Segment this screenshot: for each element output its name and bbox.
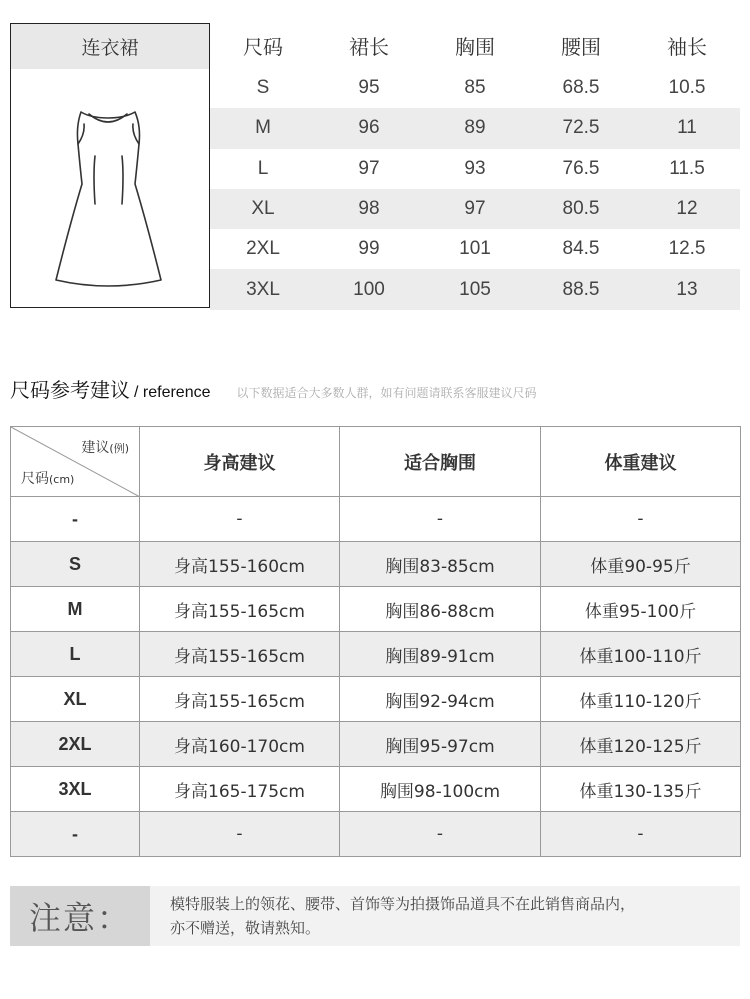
table-row	[11, 497, 741, 542]
header-size: 尺码	[243, 35, 283, 59]
cell: 105	[459, 278, 491, 300]
reference-subtitle: / reference	[134, 384, 211, 401]
table-row	[11, 722, 741, 767]
cell: 2XL	[11, 722, 140, 767]
notice-label: 注意：	[10, 886, 150, 946]
cell: -	[11, 812, 140, 857]
cell: -	[340, 812, 541, 857]
cell: 96	[358, 117, 380, 139]
header-sleeve: 袖长	[667, 35, 707, 59]
cell: 体重120-125斤	[541, 722, 741, 767]
cell: 11	[677, 117, 697, 139]
dress-illustration-panel	[10, 23, 210, 308]
cell: 3XL	[246, 278, 280, 300]
cell: 101	[459, 238, 491, 260]
cell: M	[255, 117, 271, 139]
table-row	[11, 632, 741, 677]
notice-line-1: 模特服装上的领花、腰带、首饰等为拍摄饰品道具不在此销售商品内，	[170, 895, 636, 913]
header-height: 身高建议	[140, 427, 340, 497]
size-table-header	[210, 23, 740, 68]
corner-cell	[11, 427, 140, 497]
table-row	[11, 587, 741, 632]
table-row	[11, 542, 741, 587]
cell: 身高155-165cm	[140, 632, 340, 677]
cell: 体重100-110斤	[541, 632, 741, 677]
cell: 76.5	[562, 157, 600, 179]
cell: L	[11, 632, 140, 677]
table-row	[11, 812, 741, 857]
cell: 98	[358, 198, 380, 220]
cell: 99	[358, 238, 380, 260]
table-row	[210, 68, 740, 108]
cell: S	[256, 77, 270, 99]
cell: 3XL	[11, 767, 140, 812]
cell: L	[257, 157, 269, 179]
size-table	[210, 23, 740, 310]
cell: 13	[676, 278, 698, 300]
cell: 体重90-95斤	[541, 542, 741, 587]
cell: 12	[676, 198, 698, 220]
cell: 胸围95-97cm	[340, 722, 541, 767]
header-bust: 胸围	[455, 35, 495, 59]
cell: 胸围89-91cm	[340, 632, 541, 677]
reference-table	[10, 426, 741, 857]
size-chart	[10, 23, 740, 308]
header-waist: 腰围	[561, 35, 601, 59]
table-row	[210, 189, 740, 229]
table-row	[210, 269, 740, 309]
reference-note: 以下数据适合大多数人群，如有问题请联系客服建议尺码	[236, 386, 537, 400]
cell: 11.5	[669, 157, 705, 179]
reference-title: 尺码参考建议	[10, 378, 130, 402]
cell: -	[140, 497, 340, 542]
cell: 84.5	[562, 238, 600, 260]
cell: 88.5	[562, 278, 600, 300]
cell: XL	[11, 677, 140, 722]
cell: M	[11, 587, 140, 632]
cell: 72.5	[562, 117, 600, 139]
table-row	[11, 767, 741, 812]
cell: XL	[251, 198, 275, 220]
reference-heading	[10, 374, 740, 404]
table-row	[210, 149, 740, 189]
cell: 2XL	[246, 238, 280, 260]
cell: 68.5	[562, 77, 600, 99]
cell: 97	[358, 157, 380, 179]
cell: -	[541, 497, 741, 542]
cell: 身高155-165cm	[140, 587, 340, 632]
cell: 97	[464, 198, 486, 220]
cell: 93	[464, 157, 486, 179]
cell: 身高165-175cm	[140, 767, 340, 812]
cell: 89	[464, 117, 486, 139]
notice-line-2: 亦不赠送，敬请熟知。	[170, 919, 321, 937]
cell: 身高155-165cm	[140, 677, 340, 722]
header-dress-length: 裙长	[349, 35, 389, 59]
cell: 80.5	[562, 198, 600, 220]
cell: 体重130-135斤	[541, 767, 741, 812]
product-title: 连衣裙	[11, 24, 209, 69]
table-row	[210, 108, 740, 148]
cell: 12.5	[668, 238, 706, 260]
cell: 胸围86-88cm	[340, 587, 541, 632]
corner-label-top: 建议(例)	[81, 440, 129, 456]
header-weight: 体重建议	[541, 427, 741, 497]
cell: -	[11, 497, 140, 542]
cell: 10.5	[668, 77, 706, 99]
cell: S	[11, 542, 140, 587]
dress-sketch-icon	[51, 104, 166, 294]
cell: 体重110-120斤	[541, 677, 741, 722]
header-bust-fit: 适合胸围	[340, 427, 541, 497]
table-row	[11, 677, 741, 722]
table-row	[210, 229, 740, 269]
cell: 100	[353, 278, 385, 300]
cell: 胸围83-85cm	[340, 542, 541, 587]
cell: 身高160-170cm	[140, 722, 340, 767]
cell: -	[340, 497, 541, 542]
cell: 身高155-160cm	[140, 542, 340, 587]
cell: -	[140, 812, 340, 857]
corner-label-bottom: 尺码(cm)	[21, 471, 75, 487]
cell: 85	[464, 77, 486, 99]
cell: 体重95-100斤	[541, 587, 741, 632]
cell: -	[541, 812, 741, 857]
notice-text	[150, 892, 740, 940]
cell: 胸围98-100cm	[340, 767, 541, 812]
reference-table-header	[11, 427, 741, 497]
cell: 胸围92-94cm	[340, 677, 541, 722]
notice-box	[10, 886, 740, 946]
cell: 95	[358, 77, 380, 99]
